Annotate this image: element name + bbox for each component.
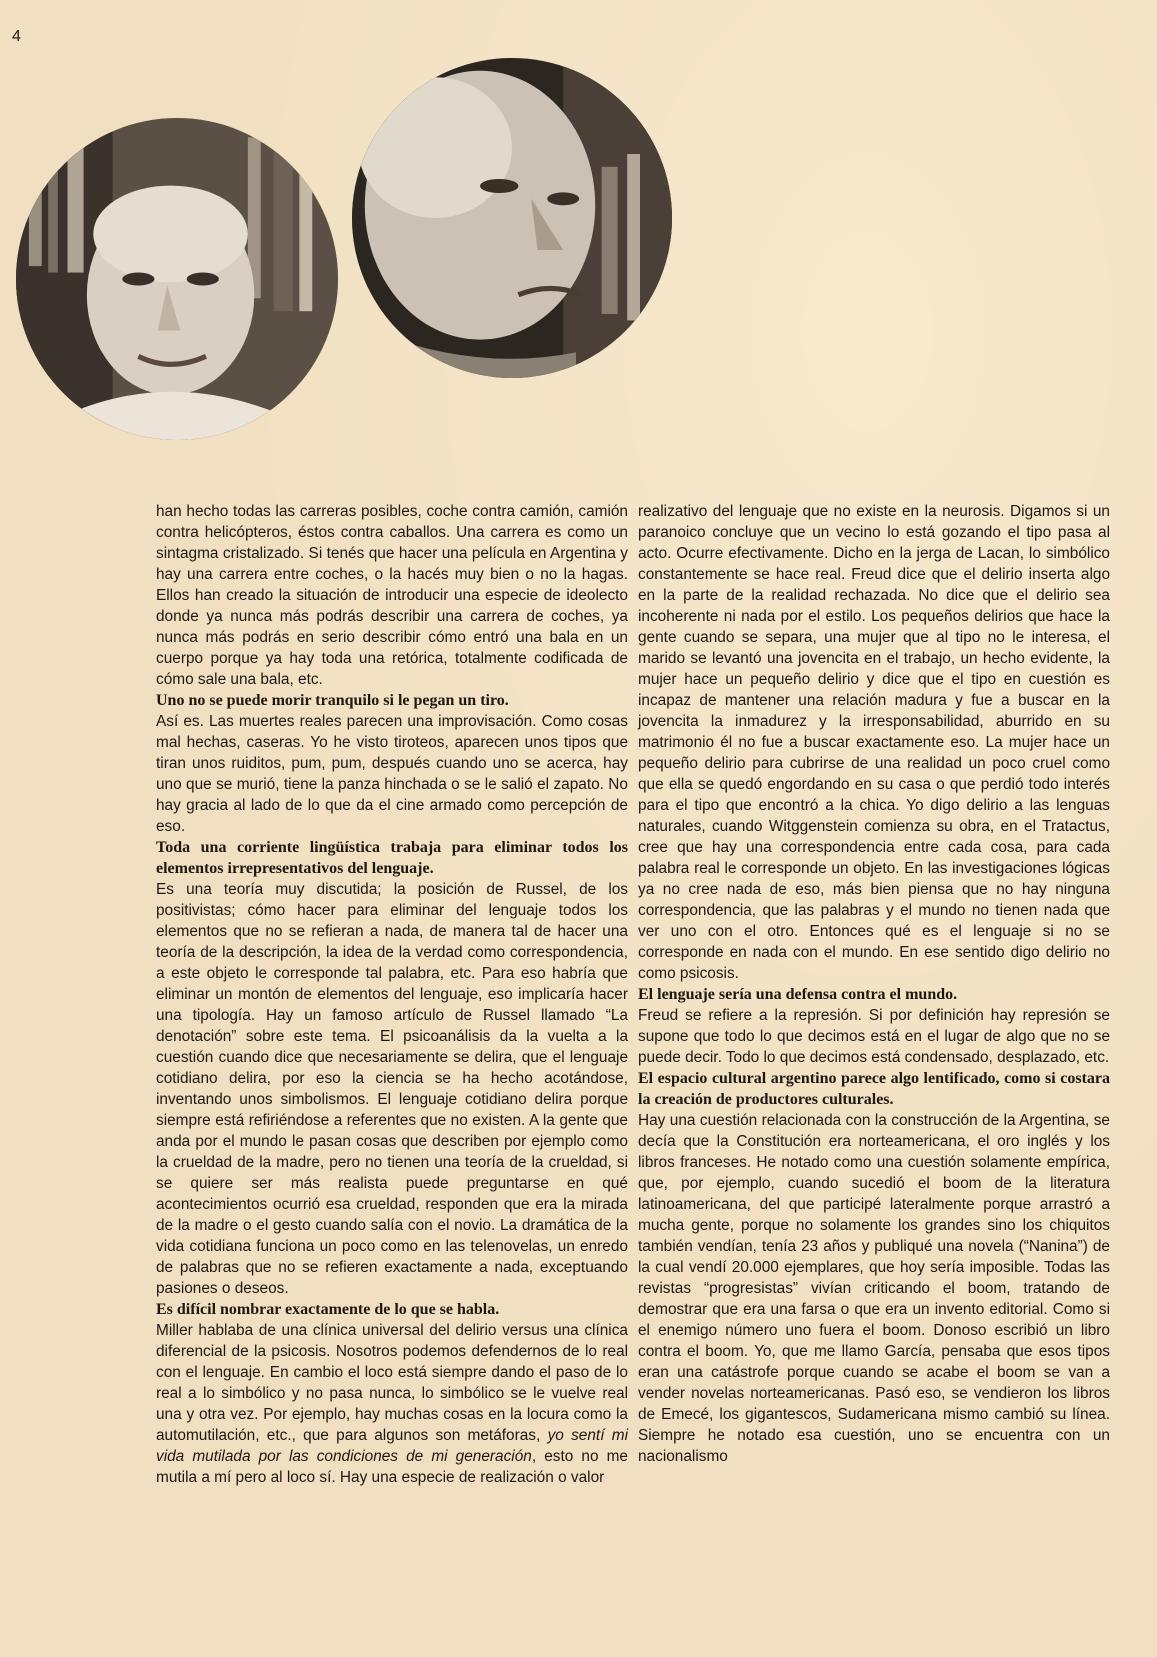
paragraph: Freud se refiere a la represión. Si por definición hay represión se supone que todo lo que decimos está en el lugar de algo que no se puede decir. Todo lo que decimos está condensado, desplazado, etc. — [638, 1007, 1110, 1066]
paragraph: Es una teoría muy discutida; la posición de Russel, de los positivistas; cómo hacer para eliminar del lenguaje todos los elementos que no se refieran a nada, de manera tal de hacer una teoría de la descripción, la idea de la verdad como correspondencia, a este objeto le corresponde tal palabra, etc. Para eso habría que eliminar un montón de elementos del lenguaje, eso implicaría hacer una tipología. Hay un famoso artículo de Russel llamado “La denotación” sobre este tema. El psicoanálisis da la vuelta a la cuestión cuando dice que necesariamente se delira, que el lenguaje cotidiano delira, por eso la ciencia se ha hecho acotándose, inventando unos simbolismos. El lenguaje cotidiano delira porque siempre está refiriéndose a referentes que no existen. A la gente que anda por el mundo le pasan cosas que describen por ejemplo como la crueldad de la madre, pero no tienen una teoría de la crueldad, si se quiere ser más realista puede preguntarse en qué acontecimientos ocurrió esa crueldad, responden que era la mirada de la madre o el gesto cuando salía con el novio. La dramática de la vida cotidiana funciona un poco como en las telenovelas, un enredo de palabras que no se refieren exactamente a nada, exceptuando pasiones o deseos. — [156, 881, 628, 1297]
interview-question: El lenguaje sería una defensa contra el mundo. — [638, 986, 958, 1003]
interview-question: Toda una corriente lingüística trabaja para eliminar todos los elementos irrepresentativos del lenguaje. — [156, 839, 628, 877]
italic-quote: yo sentí mi vida mutilada por las condiciones de mi generación — [156, 1427, 629, 1465]
interview-question: Es difícil nombrar exactamente de lo que se habla. — [156, 1301, 500, 1318]
interview-question: Uno no se puede morir tranquilo si le pegan un tiro. — [156, 692, 509, 709]
paragraph-text: , esto no me mutila a mí pero al loco sí. Hay una especie de realización o valor — [156, 1448, 628, 1486]
text-column-left — [156, 501, 628, 1488]
paragraph: Así es. Las muertes reales parecen una improvisación. Como cosas mal hechas, caseras. Yo he visto tiroteos, aparecen unos tipos que tiran unos ruiditos, pum, pum, después cuando uno se acerca, hay uno que se murió, tiene la panza hinchada o se le salió el zapato. No hay gracia al lado de lo que da el cine armado como percepción de eso. — [156, 713, 628, 835]
paragraph: realizativo del lenguaje que no existe en la neurosis. Digamos si un paranoico concluye que un vecino lo está gozando el tipo pasa al acto. Ocurre efectivamente. Dicho en la jerga de Lacan, lo simbólico constantemente se hace real. Freud dice que el delirio inserta algo en la parte de la realidad rechazada. No dice que el delirio sea incoherente ni nada por el estilo. Los pequeños delirios que hace la gente cuando se separa, una mujer que al tipo no le interesa, el marido se levantó una jovencita en el trabajo, un hecho evidente, la mujer hace un pequeño delirio y dice que el tipo en cuestión es incapaz de mantener una relación madura y fue a buscar en la jovencita la inmadurez y la irresponsabilidad, aburrido en su matrimonio él no fue a buscar exactamente eso. La mujer hace un pequeño delirio para cubrirse de una realidad un poco cruel como que ella se quedó engordando en su casa o que perdió todo interés para el tipo que encontró a la chica. Yo digo delirio a las lenguas naturales, cuando Witggenstein comienza su obra, en el Tratactus, cree que hay una correspondencia entre cada cosa, para cada palabra real le corresponde un objeto. En las investigaciones lógicas ya no cree nada de eso, más bien piensa que no hay ninguna correspondencia, que las palabras y el mundo no tienen nada que ver uno con el otro. Entonces qué es el lenguaje si no se corresponde en nada con el mundo. En ese sentido digo delirio no como psicosis. — [638, 503, 1110, 982]
page-number: 4 — [12, 28, 21, 45]
paragraph-text: Miller hablaba de una clínica universal del delirio versus una clínica diferencial de la psicosis. Nosotros podemos defendernos de lo real con el lenguaje. En cambio el loco está siempre dando el paso de lo real a lo simbólico y no pasa nunca, lo simbólico se le vuelve real una y otra vez. Por ejemplo, hay muchas cosas en la locura como la automutilación, etc., que para algunos son metáforas, — [156, 1322, 628, 1444]
portrait-photo-left — [16, 118, 338, 440]
text-column-right — [638, 501, 1110, 1467]
interview-question: El espacio cultural argentino parece algo lentificado, como si costara la creación de productores culturales. — [638, 1070, 1110, 1108]
portrait-photo-right — [352, 58, 672, 378]
paragraph — [156, 1320, 628, 1488]
paragraph: Hay una cuestión relacionada con la construcción de la Argentina, se decía que la Constitución era norteamericana, el oro inglés y los libros franceses. He notado como una cuestión solamente empírica, que, por ejemplo, cuando sucedió el boom de la literatura latinoamericana, del que participé lateralmente porque arrastró a mucha gente, porque no solamente los grandes sino los chiquitos también vendían, tenía 23 años y publiqué una novela (“Nanina”) de la cual vendí 20.000 ejemplares, que hoy sería imposible. Todas las revistas “progresistas” vivían criticando el boom, tratando de demostrar que era una farsa o que era un invento editorial. Como si el enemigo número uno fuera el boom. Donoso escribió un libro contra el boom. Yo, que me llamo García, pensaba que esos tipos eran una catástrofe porque cuando se acabe el boom se van a vender novelas norteamericanas. Pasó eso, se vendieron los libros de Emecé, los gigantescos, Sudamericana mismo cambió su línea. Siempre he notado esa cuestión, uno se encuentra con un nacionalismo — [638, 1112, 1110, 1465]
paragraph: han hecho todas las carreras posibles, coche contra camión, camión contra helicópteros, éstos contra caballos. Una carrera es como un sintagma cristalizado. Si tenés que hacer una película en Argentina y hay una carrera entre coches, o la hacés muy bien o no la hagas. Ellos han creado la situación de introducir una especie de ideolecto donde ya nunca más podrás describir una carrera de coches, ya nunca más podrás en serio describir cómo entró una bala en un cuerpo porque ya hay toda una retórica, totalmente codificada de cómo sale una bala, etc. — [156, 503, 628, 688]
